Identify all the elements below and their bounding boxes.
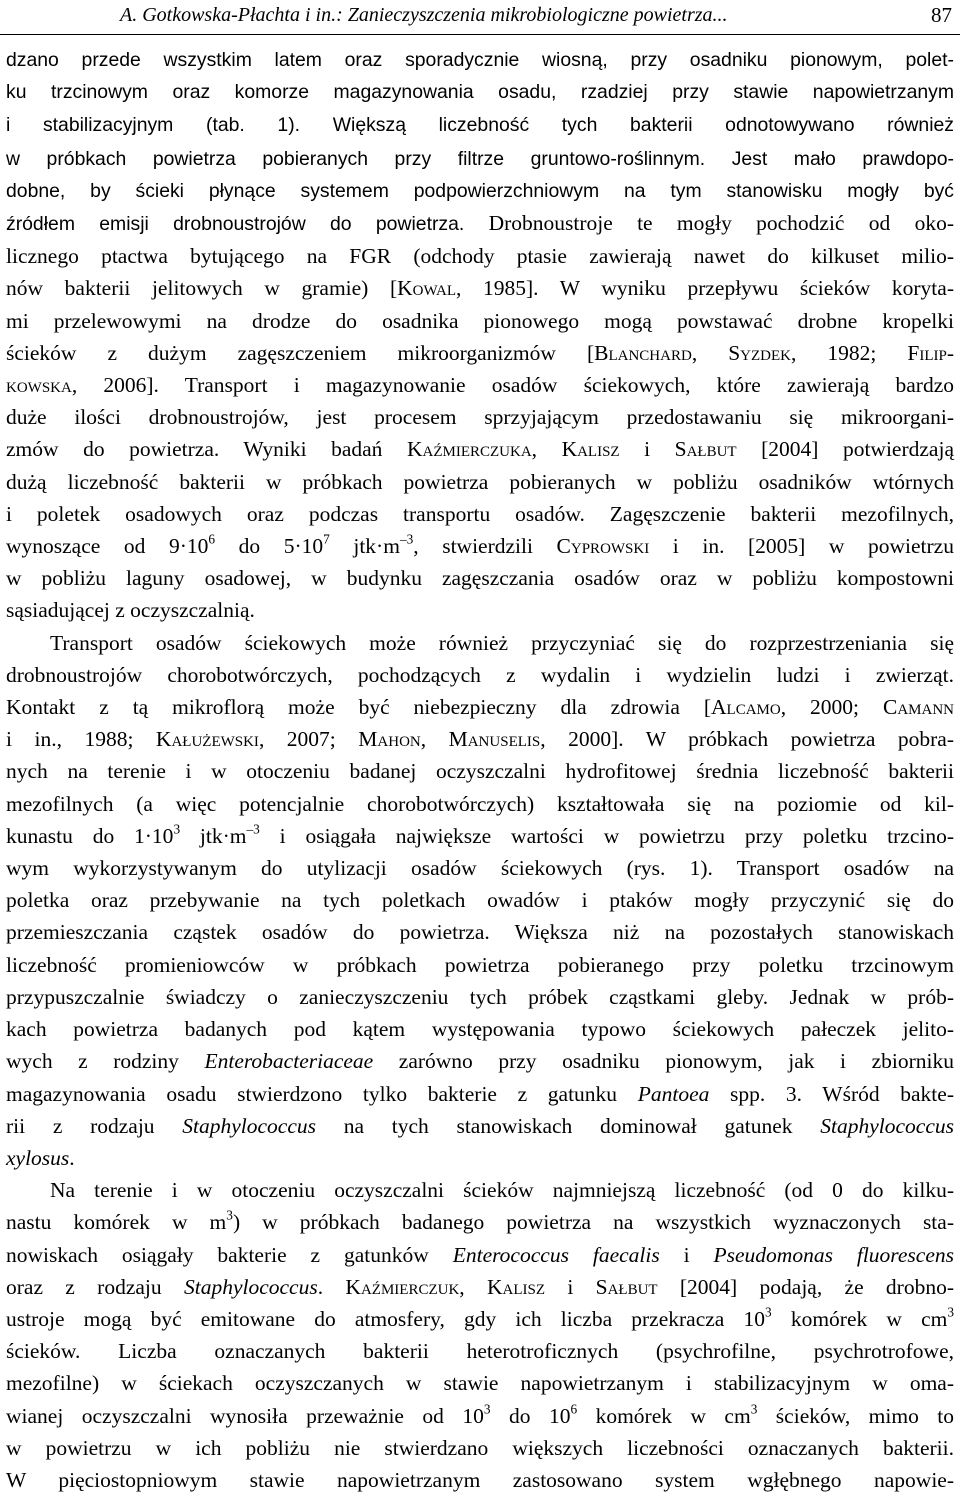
text-line: przemieszczania cząstek osadów do powietrza. Większa niż na pozostałych stanowiskach <box>6 920 954 945</box>
text-line: ścieków. Liczba oznaczanych bakterii heterotroficznych (psychrofilne, psychrotrofowe, <box>6 1339 954 1364</box>
text-line: dzano przede wszystkim latem oraz sporadycznie wiosną, przy osadniku pionowym, polet- <box>6 49 954 71</box>
text-line: nowiskach osiągały bakterie z gatunków Enterococcus faecalis i Pseudomonas fluorescens <box>6 1242 954 1267</box>
paragraph-3 <box>6 1174 954 1496</box>
text-line: w pobliżu laguny osadowej, w budynku zagęszczania osadów oraz w pobliżu kompostowni <box>6 566 954 591</box>
text-line: wym wykorzystywanym do utylizacji osadów ściekowych (rys. 1). Transport osadów na <box>6 856 954 881</box>
text-line: kach powietrza badanych pod kątem występowania typowo ściekowych pałeczek jelito- <box>6 1017 954 1042</box>
text-line: kunastu do $1\cdot 10^3$ $jtk\cdot m^{-3}$ i osiągała największe wartości w powietrzu przy poletku trzcino- <box>6 821 954 848</box>
text-line: dużą liczebność bakterii w próbkach powietrza pobieranych w pobliżu osadników wtórnych <box>6 469 954 494</box>
text-line: Na terenie i w otoczeniu oczyszczalni ścieków najmniejszą liczebność (od 0 do kilku- <box>50 1178 954 1203</box>
running-head <box>0 0 960 35</box>
page-body <box>6 44 954 1496</box>
text-line: magazynowania osadu stwierdzono tylko bakterie z gatunku Pantoea spp. 3. Wśród bakte- <box>6 1081 954 1106</box>
text-line: wianej oczyszczalni wynosiła przeważnie od $10^3$ do $10^6$ komórek w $cm^3$ ścieków, mimo to <box>6 1400 955 1428</box>
text-line: duże ilości drobnoustrojów, jest procesem sprzyjającym przedostawaniu się mikroorgani- <box>6 405 954 430</box>
text-line: mezofilne) w ściekach oczyszczanych w stawie napowietrzanym i stabilizacyjnym w oma- <box>6 1371 954 1396</box>
text-line: i poletek osadowych oraz podczas transportu osadów. Zagęszczenie bakterii mezofilnych, <box>6 501 954 526</box>
text-line: mi przelewowymi na drodze do osadnika pionowego mogą powstawać drobne kropelki <box>6 308 954 333</box>
text-line: wynoszące od $9\cdot 10^6$ do $5\cdot 10^7$ $jtk\cdot m^{-3}$, stwierdzili Cyprowski i in. [2005] w powietrzu <box>6 531 954 559</box>
text-line: ścieków z dużym zagęszczeniem mikroorganizmów [Blanchard, Syzdek, 1982; Filip- <box>6 340 955 365</box>
text-line: drobnoustrojów chorobotwórczych, pochodzących z wydalin i wydzielin ludzi i zwierząt. <box>6 662 954 687</box>
text-line: licznego ptactwa bytującego na FGR (odchody ptasie zawierają nawet do kilkuset milio- <box>6 244 954 269</box>
text-line: kowska, 2006]. Transport i magazynowanie osadów ściekowych, które zawierają bardzo <box>6 373 954 398</box>
paragraph-2 <box>6 627 954 1174</box>
text-line: ustroje mogą być emitowane do atmosfery, gdy ich liczba przekracza $10^3$ komórek w $cm^3$ <box>6 1304 955 1331</box>
text-line: xylosus. <box>6 1145 75 1170</box>
text-line: w powietrzu w ich pobliżu nie stwierdzano większych liczebności oznaczanych bakterii. <box>6 1435 954 1460</box>
text-line: mezofilnych (a więc potencjalnie chorobotwórczych) kształtowała się na poziomie od kil- <box>6 791 954 816</box>
text-line: nów bakterii jelitowych w gramie) [Kowal, 1985]. W wyniku przepływu ścieków koryta- <box>6 276 954 301</box>
text-line: oraz z rodzaju Staphylococcus. Kaźmierczuk, Kalisz i Sałbut [2004] podają, że drobno- <box>6 1274 955 1299</box>
text-line: zmów do powietrza. Wyniki badań Kaźmierczuka, Kalisz i Sałbut [2004] potwierdzają <box>6 437 954 462</box>
text-line: dobne, by ścieki płynące systemem podpowierzchniowym na tym stanowisku mogły być <box>6 179 954 202</box>
text-line: rii z rodzaju Staphylococcus na tych stanowiskach dominował gatunek Staphylococcus <box>6 1113 954 1138</box>
text-line: Kontakt z tą mikroflorą może być niebezpieczny dla zdrowia [Alcamo, 2000; Camann <box>6 695 954 720</box>
text-line: liczebność promieniowców w próbkach powietrza pobieranego przy poletku trzcinowym <box>6 952 954 977</box>
text-line: w próbkach powietrza pobieranych przy filtrze gruntowo-roślinnym. Jest mało prawdopo- <box>6 147 954 170</box>
text-line: sąsiadującej z oczyszczalnią. <box>6 598 255 623</box>
text-line: Transport osadów ściekowych może również przyczyniać się do rozprzestrzeniania się <box>50 630 954 655</box>
text-line: i in., 1988; Kałużewski, 2007; Mahon, Manuselis, 2000]. W próbkach powietrza pobra- <box>6 727 955 752</box>
text-line: źródłem emisji drobnoustrojów do powietrza. Drobnoustroje te mogły pochodzić od oko- <box>6 211 954 236</box>
text-line: ku trzcinowym oraz komorze magazynowania osadu, rzadziej przy stawie napowietrzanym <box>6 81 954 104</box>
text-line: przypuszczalnie świadczy o zanieczyszczeniu tych próbek cząstkami gleby. Jednak w prób- <box>6 984 954 1009</box>
paragraph-1 <box>6 44 954 627</box>
text-line: nastu komórek w $m^3$) w próbkach badanego powietrza na wszystkich wyznaczonych sta- <box>6 1207 954 1235</box>
text-line: wych z rodziny Enterobacteriaceae zarówno przy osadniku pionowym, jak i zbiorniku <box>6 1049 954 1074</box>
text-line: W pięciostopniowym stawie napowietrzanym zastosowano system wgłębnego napowie- <box>6 1467 954 1492</box>
running-title: A. Gotkowska-Płachta i in.: Zanieczyszczenia mikrobiologiczne powietrza... <box>120 4 728 26</box>
text-line: nych na terenie i w otoczeniu badanej oczyszczalni hydrofitowej średnia liczebność bakterii <box>6 759 954 784</box>
page-number: 87 <box>931 3 952 27</box>
text-line: poletka oraz przebywanie na tych poletkach owadów i ptaków mogły przyczynić się do <box>6 888 954 913</box>
text-line: i stabilizacyjnym (tab. 1). Większą liczebność tych bakterii odnotowywano również <box>6 114 954 137</box>
